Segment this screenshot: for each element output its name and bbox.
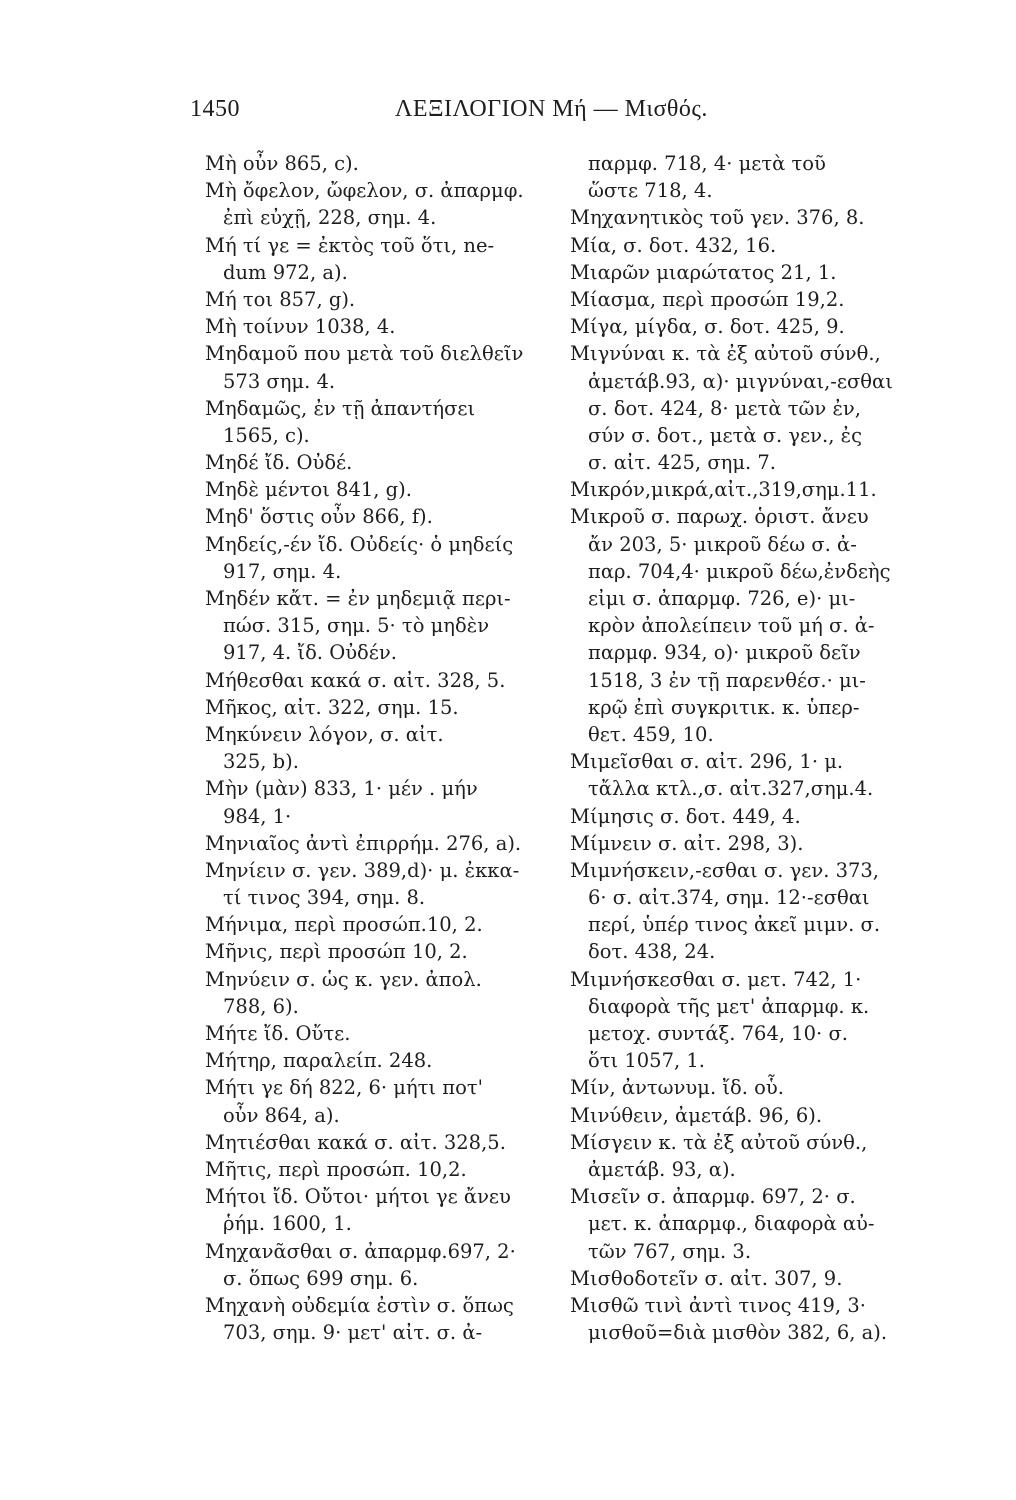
entry-line: Μισθῶ τινὶ ἀντὶ τινος 419, 3· — [570, 1293, 866, 1317]
entry-line: Μηδαμοῦ που μετὰ τοῦ διελθεῖν — [205, 342, 524, 366]
entry-line: περί, ὑπέρ τινος ἀκεῖ μιμν. σ. — [588, 913, 881, 937]
entry-line: Μισεῖν σ. ἀπαρμφ. 697, 2· σ. — [570, 1185, 856, 1209]
entry-line: 325, b). — [223, 750, 299, 774]
entry-line: Μία, σ. δοτ. 432, 16. — [570, 233, 777, 257]
entry-line: Μῆτις, περὶ προσώπ. 10,2. — [205, 1157, 467, 1181]
entry-line: θετ. 459, 10. — [588, 722, 714, 746]
entry-line: Μηδέν κἄτ. = ἐν μηδεμιᾷ περι- — [205, 587, 511, 610]
entry-line: τῶν 767, σημ. 3. — [588, 1239, 752, 1263]
entry-line: ὅτι 1057, 1. — [588, 1049, 705, 1073]
entry-line: 1518, 3 ἐν τῇ παρενθέσ.· μι- — [588, 668, 866, 692]
left-column — [205, 150, 575, 1346]
entry-line: Μίασμα, περὶ προσώπ 19,2. — [570, 287, 845, 311]
entry-line: κρῷ ἐπὶ συγκριτικ. κ. ὑπερ- — [588, 695, 860, 719]
entry-line: Μιμνήσκεσθαι σ. μετ. 742, 1· — [570, 967, 862, 991]
entry-line: 917, 4. ἴδ. Οὐδέν. — [223, 641, 397, 665]
entry-line: Μηνίειν σ. γεν. 389,d)· μ. ἐκκα- — [205, 858, 520, 882]
entry-line: Μιμνήσκειν,-εσθαι σ. γεν. 373, — [570, 858, 880, 882]
page-number: 1450 — [190, 96, 240, 122]
entry-line: 984, 1· — [223, 804, 292, 828]
entry-line: μετοχ. συντάξ. 764, 10· σ. — [588, 1022, 848, 1045]
entry-line: σ. δοτ. 424, 8· μετὰ τῶν ἐν, — [588, 396, 861, 420]
entry-line: Μίγα, μίγδα, σ. δοτ. 425, 9. — [570, 315, 845, 339]
entry-line: Μηχανητικὸς τοῦ γεν. 376, 8. — [570, 206, 865, 230]
entry-line: Μισθοδοτεῖν σ. αἰτ. 307, 9. — [570, 1266, 843, 1290]
entry-line: τί τινος 394, σημ. 8. — [223, 886, 426, 910]
entry-line: Μικρόν,μικρά,αἰτ.,319,σημ.11. — [570, 478, 877, 502]
entry-line: Μιγνύναι κ. τὰ ἐξ αὐτοῦ σύνθ., — [570, 342, 881, 366]
entry-line: Μητιέσθαι κακά σ. αἰτ. 328,5. — [205, 1130, 506, 1154]
entry-line: σ. αἰτ. 425, σημ. 7. — [588, 451, 776, 475]
entry-line: Μὴν (μὰν) 833, 1· μέν . μήν — [205, 777, 478, 801]
entry-line: Μὴ ὄφελον, ὤφελον, σ. ἀπαρμφ. — [205, 179, 524, 203]
running-title: ΛΕΞΙΛΟΓΙΟΝ Μή — Μισθός. — [395, 96, 708, 122]
entry-line: Μηνύειν σ. ὡς κ. γεν. ἀπολ. — [205, 967, 482, 991]
entry-line: κρὸν ἀπολείπειν τοῦ μή σ. ἀ- — [588, 614, 875, 638]
entry-line: dum 972, a). — [223, 260, 348, 284]
entry-line: πώσ. 315, σημ. 5· τὸ μηδὲν — [223, 614, 490, 638]
entry-line: Μὴ τοίνυν 1038, 4. — [205, 315, 396, 339]
entry-line: 917, σημ. 4. — [223, 559, 342, 583]
entry-line: σ. ὅπως 699 σημ. 6. — [223, 1266, 419, 1290]
entry-line: Μήτι γε δή 822, 6· μήτι ποτ' — [205, 1076, 483, 1100]
entry-line: ὥστε 718, 4. — [588, 179, 713, 203]
entry-line: Μήνιμα, περὶ προσώπ.10, 2. — [205, 913, 483, 937]
entry-line: Μῆνις, περὶ προσώπ 10, 2. — [205, 940, 468, 964]
entry-line: Μίμησις σ. δοτ. 449, 4. — [570, 804, 801, 828]
entry-line: σύν σ. δοτ., μετὰ σ. γεν., ἐς — [588, 423, 863, 447]
entry-line: Μήτε ἴδ. Οὔτε. — [205, 1022, 351, 1045]
entry-line: 703, σημ. 9· μετ' αἰτ. σ. ἀ- — [223, 1321, 483, 1345]
entry-line: Μηχανὴ οὐδεμία ἐστὶν σ. ὅπως — [205, 1293, 514, 1317]
entry-line: ἀμετάβ.93, α)· μιγνύναι,-εσθαι — [588, 369, 893, 393]
entry-line: παρ. 704,4· μικροῦ δέω,ἐνδεὴς — [588, 559, 891, 583]
entry-line: Μίμνειν σ. αἰτ. 298, 3). — [570, 831, 804, 855]
entry-line: 788, 6). — [223, 994, 299, 1018]
entry-line: Μῆκος, αἰτ. 322, σημ. 15. — [205, 695, 459, 719]
entry-line: Μηδαμῶς, ἐν τῇ ἀπαντήσει — [205, 396, 476, 420]
entry-line: διαφορὰ τῆς μετ' ἀπαρμφ. κ. — [588, 994, 870, 1018]
entry-line: μισθοῦ=διὰ μισθὸν 382, 6, a). — [588, 1321, 888, 1345]
entry-line: ῥήμ. 1600, 1. — [223, 1212, 352, 1236]
entry-line: Μηνιαῖος ἀντὶ ἐπιρρήμ. 276, a). — [205, 831, 522, 855]
entry-line: 6· σ. αἰτ.374, σημ. 12·-εσθαι — [588, 886, 870, 910]
entry-line: Μηδείς,-έν ἴδ. Οὐδείς· ὁ μηδείς — [205, 532, 514, 556]
entry-line: Μήθεσθαι κακά σ. αἰτ. 328, 5. — [205, 668, 506, 692]
entry-line: 573 σημ. 4. — [223, 369, 336, 393]
entry-line: εἰμι σ. ἀπαρμφ. 726, e)· μι- — [588, 587, 856, 610]
entry-line: Μηδ' ὅστις οὖν 866, f). — [205, 505, 433, 529]
entry-line: Μιμεῖσθαι σ. αἰτ. 296, 1· μ. — [570, 750, 844, 774]
entry-line: Μή τί γε = ἐκτὸς τοῦ ὅτι, ne- — [205, 233, 495, 257]
entry-line: 1565, c). — [223, 423, 310, 447]
right-column — [570, 150, 910, 1346]
entry-line: Μήτηρ, παραλείπ. 248. — [205, 1049, 433, 1073]
entry-line: Μικροῦ σ. παρωχ. ὁριστ. ἄνευ — [570, 505, 869, 529]
entry-line: παρμφ. 718, 4· μετὰ τοῦ — [588, 152, 826, 175]
entry-line: Μηχανᾶσθαι σ. ἀπαρμφ.697, 2· — [205, 1239, 516, 1263]
entry-line: Μίν, ἀντωνυμ. ἴδ. οὗ. — [570, 1076, 784, 1100]
entry-line: Μὴ οὖν 865, c). — [205, 152, 359, 175]
entry-line: ἄν 203, 5· μικροῦ δέω σ. ἀ- — [588, 532, 857, 556]
entry-line: Μίσγειν κ. τὰ ἐξ αὐτοῦ σύνθ., — [570, 1130, 868, 1154]
entry-line: δοτ. 438, 24. — [588, 940, 716, 964]
entry-line: Μινύθειν, ἀμετάβ. 96, 6). — [570, 1103, 823, 1127]
entry-line: Μιαρῶν μιαρώτατος 21, 1. — [570, 260, 837, 284]
entry-line: ἀμετάβ. 93, α). — [588, 1157, 736, 1181]
entry-line: τἄλλα κτλ.,σ. αἰτ.327,σημ.4. — [588, 777, 874, 801]
page-header — [190, 96, 840, 136]
entry-line: Μηδέ ἴδ. Οὐδέ. — [205, 451, 353, 475]
entry-line: Μή τοι 857, g). — [205, 287, 356, 311]
entry-line: Μήτοι ἴδ. Οὔτοι· μήτοι γε ἄνευ — [205, 1185, 511, 1209]
entry-line: ἐπὶ εὐχῇ, 228, σημ. 4. — [223, 206, 437, 230]
entry-line: οὖν 864, a). — [223, 1103, 340, 1127]
entry-line: Μηκύνειν λόγον, σ. αἰτ. — [205, 722, 444, 746]
entry-line: παρμφ. 934, o)· μικροῦ δεῖν — [588, 641, 861, 665]
entry-line: μετ. κ. ἀπαρμφ., διαφορὰ αὐ- — [588, 1212, 875, 1236]
entry-line: Μηδὲ μέντοι 841, g). — [205, 478, 412, 502]
